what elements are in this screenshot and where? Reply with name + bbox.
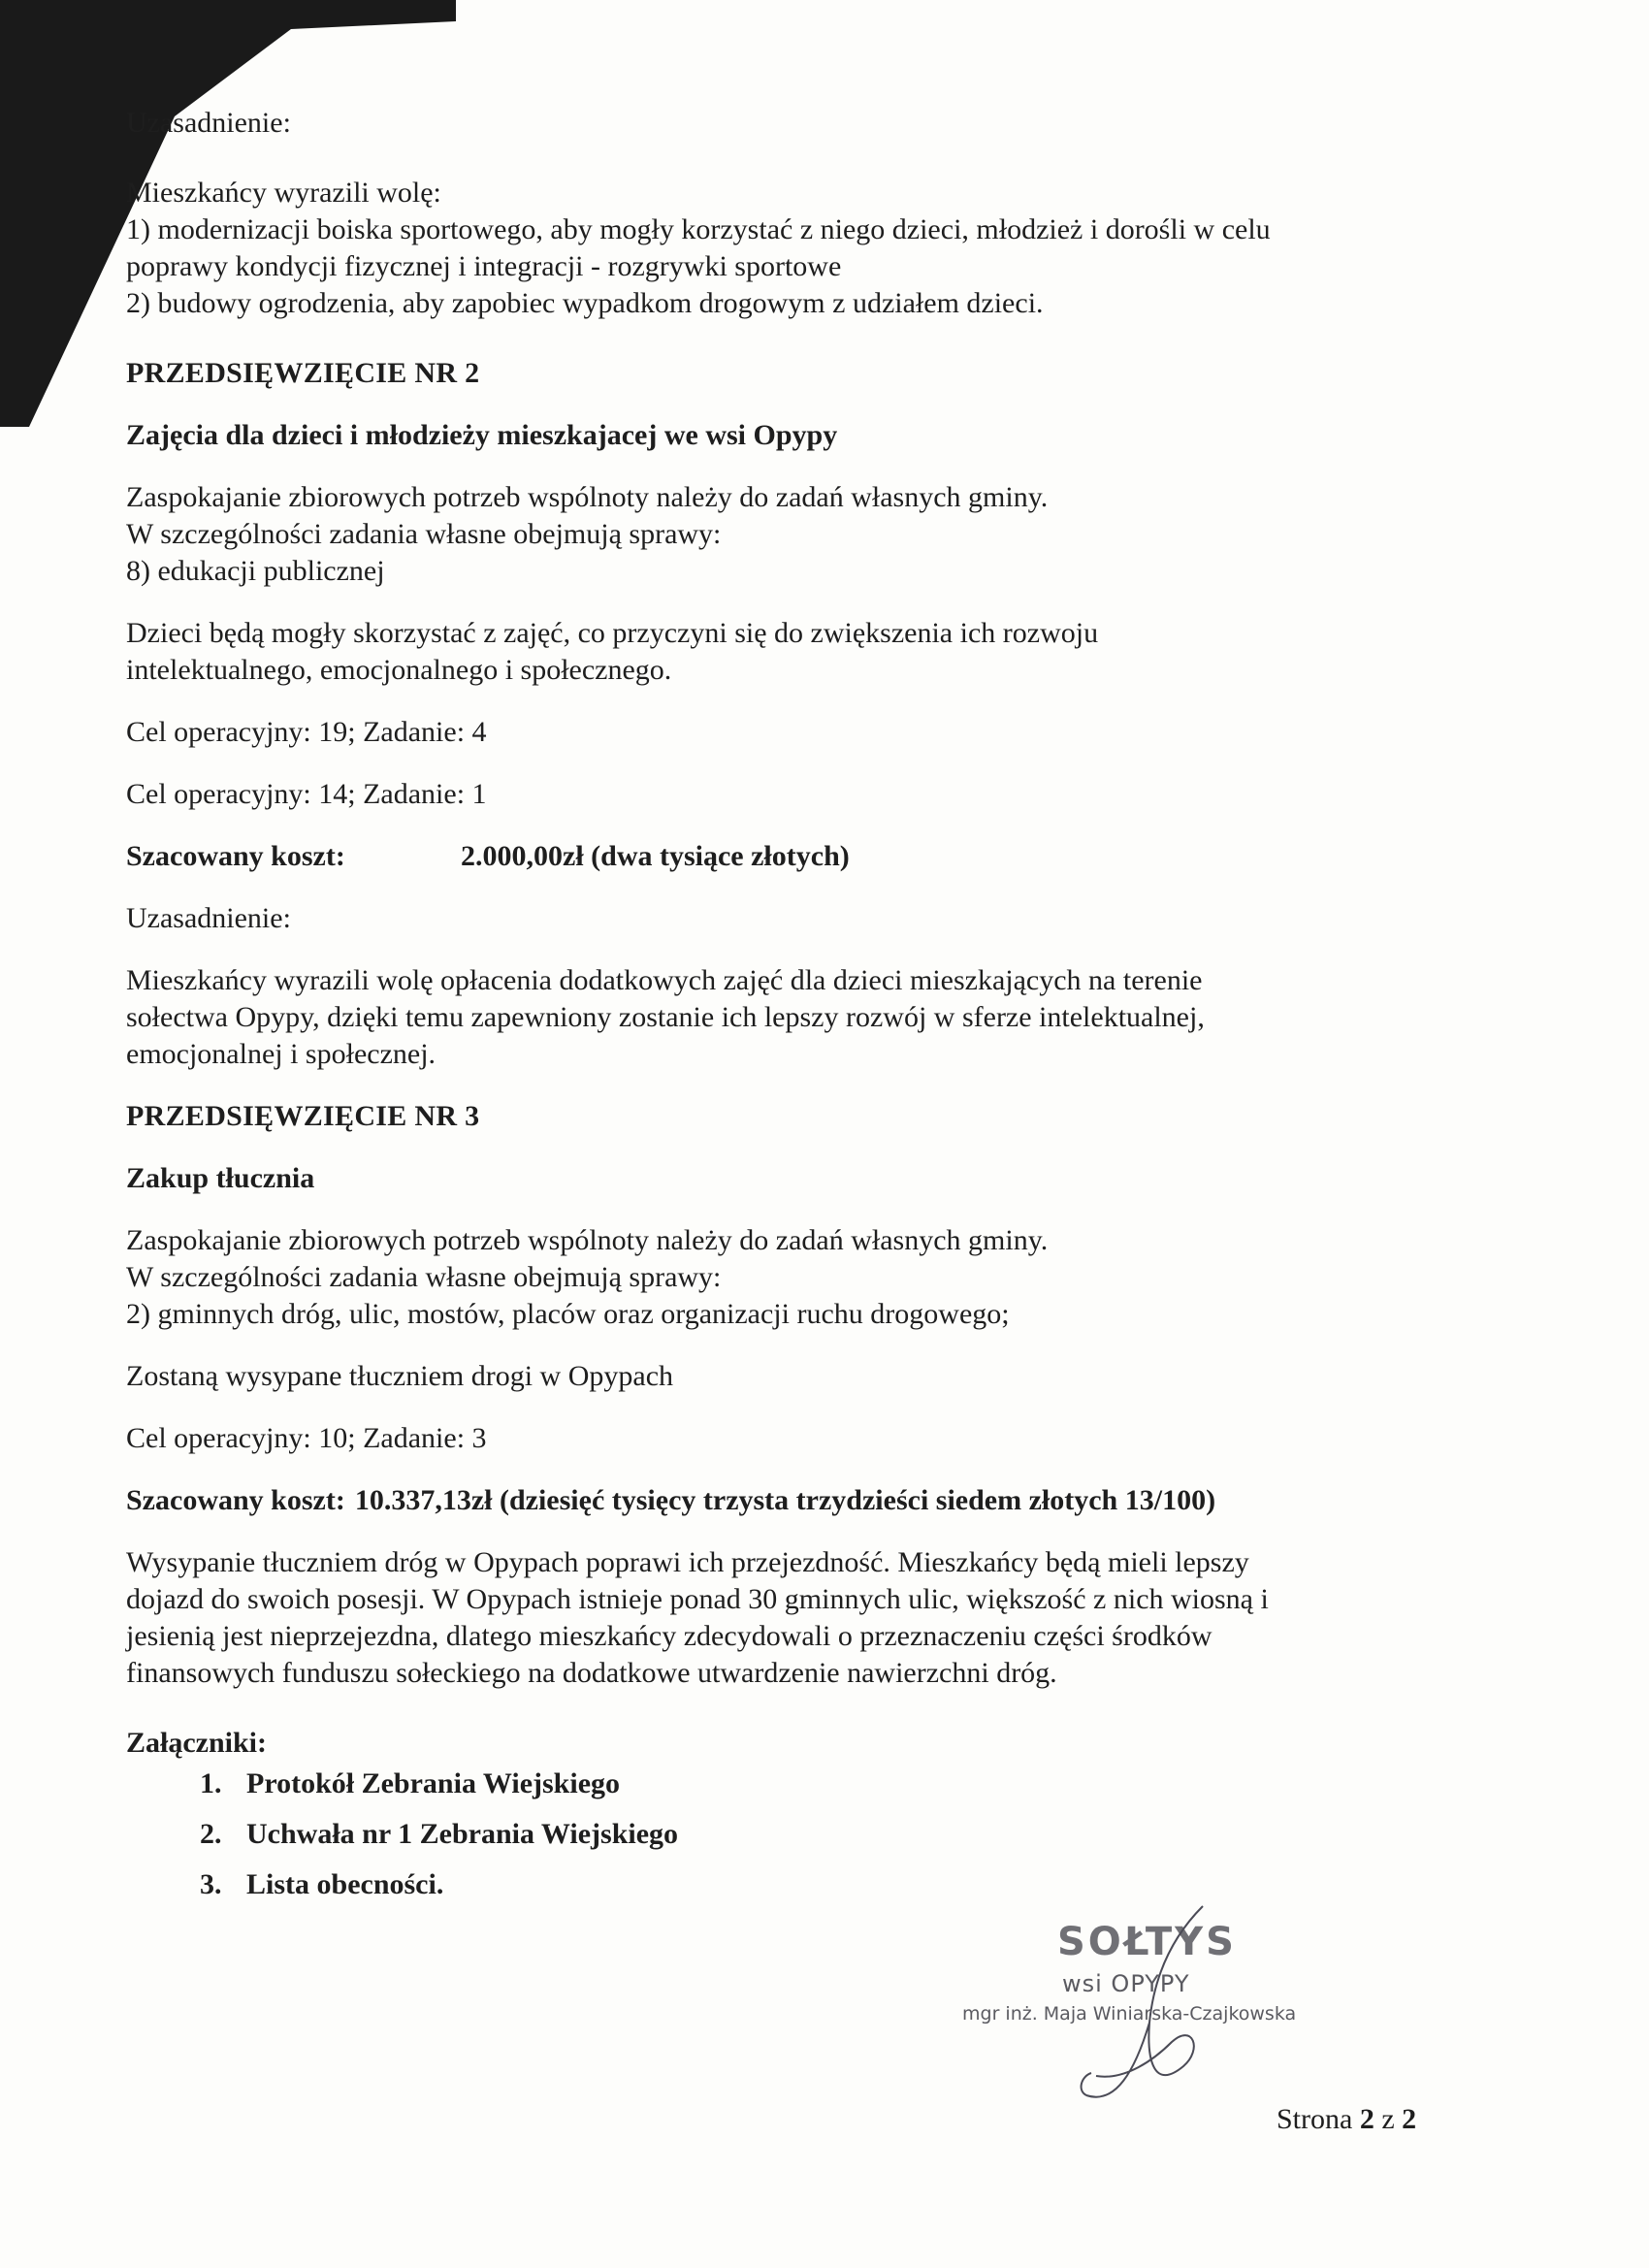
project1-justification — [126, 105, 1484, 322]
justification-label: Uzasadnienie: — [126, 902, 291, 934]
attachments-title: Załączniki: — [126, 1727, 268, 1759]
project2-title: Zajęcia dla dzieci i młodzieży mieszkajacej we wsi Opypy — [126, 419, 838, 451]
text-line: 2) budowy ogrodzenia, aby zapobiec wypadkom drogowym z udziałem dzieci. — [126, 287, 1044, 319]
text-line: Mieszkańcy wyrazili wolę opłacenia dodatkowych zajęć dla dzieci mieszkających na terenie — [126, 964, 1203, 996]
text-line: dojazd do swoich posesji. W Opypach istnieje ponad 30 gminnych ulic, większość z nich wiosną i — [126, 1583, 1269, 1615]
text-line: 1) modernizacji boiska sportowego, aby mogły korzystać z niego dzieci, młodzież i dorośli w celu — [126, 213, 1271, 245]
text-line: jesienią jest nieprzejezdna, dlatego mieszkańcy zdecydowali o przeznaczeniu części środków — [126, 1620, 1212, 1652]
text-line: W szczególności zadania własne obejmują sprawy: — [126, 518, 722, 550]
project3-title: Zakup tłucznia — [126, 1162, 315, 1194]
operational-goal: Cel operacyjny: 14; Zadanie: 1 — [126, 778, 487, 810]
operational-goal: Cel operacyjny: 19; Zadanie: 4 — [126, 716, 487, 748]
text-line: sołectwa Opypy, dzięki temu zapewniony zostanie ich lepszy rozwój w sferze intelektualnej, — [126, 1001, 1205, 1033]
operational-goal: Cel operacyjny: 10; Zadanie: 3 — [126, 1422, 487, 1454]
text-line: Zostaną wysypane tłuczniem drogi w Opypach — [126, 1360, 674, 1392]
cost-value: 10.337,13zł (dziesięć tysięcy trzysta trzydzieści siedem złotych 13/100) — [354, 1484, 1216, 1516]
project2 — [126, 355, 1484, 1073]
text-line: finansowych funduszu sołeckiego na dodatkowe utwardzenie nawierzchni dróg. — [126, 1657, 1057, 1689]
text-line: Zaspokajanie zbiorowych potrzeb wspólnoty należy do zadań własnych gminy. — [126, 1224, 1049, 1256]
text-line: Zaspokajanie zbiorowych potrzeb wspólnoty należy do zadań własnych gminy. — [126, 481, 1049, 513]
justification-label: Uzasadnienie: — [126, 107, 291, 139]
text-line: Dzieci będą mogły skorzystać z zajęć, co przyczyni się do zwiększenia ich rozwoju — [126, 617, 1099, 649]
attachments — [126, 1725, 1484, 1903]
cost-label: Szacowany koszt: — [126, 1484, 345, 1516]
attachments-list — [126, 1766, 1484, 1903]
text-line: emocjonalnej i społecznej. — [126, 1038, 436, 1070]
stamp-title: SOŁTYS — [1057, 1920, 1237, 1964]
cost-value: 2.000,00zł (dwa tysiące złotych) — [461, 840, 850, 872]
text-line: 2) gminnych dróg, ulic, mostów, placów oraz organizacji ruchu drogowego; — [126, 1298, 1010, 1330]
signature-icon — [1057, 1896, 1251, 2129]
document-page — [126, 105, 1484, 1917]
list-item: 1. Protokół Zebrania Wiejskiego — [200, 1767, 621, 1799]
stamp-village: wsi OPYPY — [1062, 1970, 1190, 1997]
project2-heading: PRZEDSIĘWZIĘCIE NR 2 — [126, 357, 480, 389]
list-item: 3. Lista obecności. — [200, 1868, 444, 1900]
project3-heading: PRZEDSIĘWZIĘCIE NR 3 — [126, 1100, 480, 1132]
project3 — [126, 1098, 1484, 1692]
text-line: W szczególności zadania własne obejmują sprawy: — [126, 1261, 722, 1293]
text-line: 8) edukacji publicznej — [126, 555, 385, 587]
current-page: 2 — [1359, 2103, 1374, 2135]
list-item: 2. Uchwała nr 1 Zebrania Wiejskiego — [200, 1818, 679, 1850]
page-number: Strona 2 z 2 — [1277, 2103, 1417, 2135]
estimated-cost — [126, 1482, 1484, 1519]
text-line: Wysypanie tłuczniem dróg w Opypach poprawi ich przejezdność. Mieszkańcy będą mieli lepszy — [126, 1546, 1249, 1578]
cost-label: Szacowany koszt: — [126, 840, 345, 872]
text-line: poprawy kondycji fizycznej i integracji - rozgrywki sportowe — [126, 250, 842, 282]
text-line: Mieszkańcy wyrazili wolę: — [126, 177, 441, 209]
total-pages: 2 — [1402, 2103, 1417, 2135]
stamp-person: mgr inż. Maja Winiarska-Czajkowska — [962, 2003, 1297, 2025]
estimated-cost — [126, 838, 1484, 875]
text-line: intelektualnego, emocjonalnego i społecznego. — [126, 654, 672, 686]
